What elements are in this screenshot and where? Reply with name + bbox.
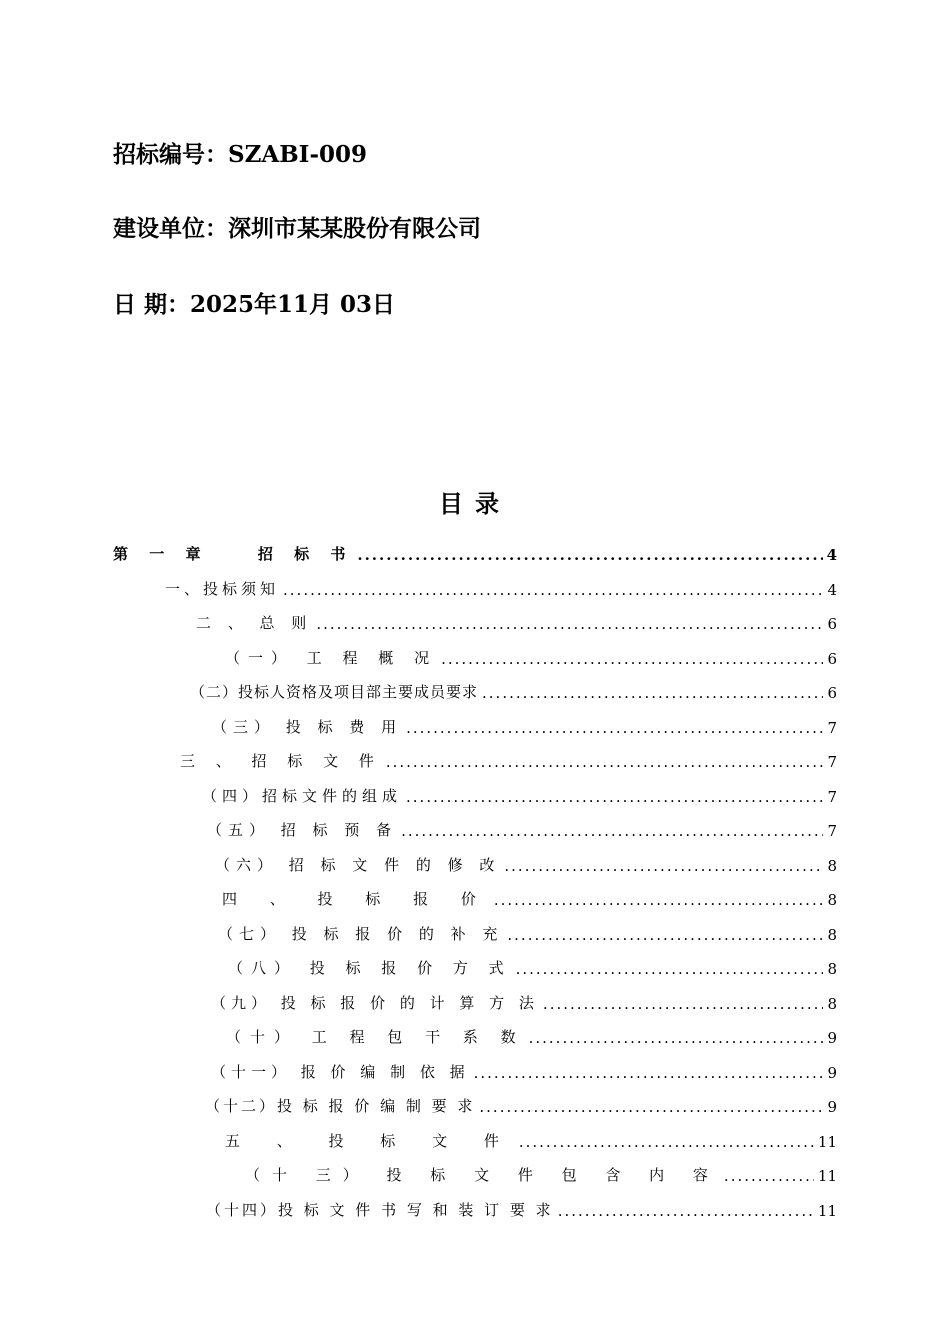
toc-entry-label: 四 、 投 标 报 价 [222,890,490,908]
construction-unit: 建设单位：深圳市某某股份有限公司 [113,215,481,242]
toc-entry-label: （十四）投 标 文 件 书 写 和 装 订 要 求 [206,1200,554,1219]
toc-dot-leader [543,995,824,1013]
toc-entry[interactable] [211,1056,837,1082]
toc-entry-label: 二 、 总 则 [196,614,313,632]
document-date: 日 期：2025年11月 03日 [113,291,396,318]
toc-page-number: 7 [827,822,837,840]
toc-dot-leader [529,1029,824,1047]
toc-entry[interactable] [228,952,837,978]
toc-page-number: 6 [827,649,837,668]
toc-dot-leader [357,546,822,564]
toc-entry-label: （一） 工 程 概 况 [225,648,438,667]
toc-entry[interactable] [218,918,837,944]
toc-entry[interactable] [196,607,837,633]
toc-dot-leader [494,891,824,909]
toc-entry[interactable] [190,676,837,702]
toc-page-number: 4 [826,546,837,564]
toc-page-number: 8 [827,856,837,875]
bid-number: 招标编号：SZABI-009 [113,141,367,168]
toc-page-number: 9 [827,1029,837,1047]
toc-entry[interactable] [225,1125,837,1151]
toc-entry-label: （二）投标人资格及项目部主要成员要求 [190,683,479,701]
toc-entry[interactable] [212,711,837,737]
toc-entry[interactable] [215,849,837,875]
toc-page-number: 8 [827,891,837,909]
toc-entry[interactable] [225,642,837,668]
toc-dot-leader [441,650,823,668]
toc-entry[interactable] [206,1194,837,1220]
toc-entry-label: （十一） 报 价 编 制 依 据 [211,1062,470,1081]
toc-dot-leader [504,857,823,875]
toc-page-number: 8 [827,960,837,978]
toc-entry[interactable] [211,987,837,1013]
toc-entry-label: （六） 招 标 文 件 的 修 改 [215,855,501,874]
toc-dot-leader [316,615,823,633]
toc-dot-leader [558,1202,814,1220]
toc-dot-leader [519,1133,814,1151]
toc-entry[interactable] [165,573,837,599]
toc-entry-label: （十二）投 标 报 价 编 制 要 求 [205,1097,476,1115]
toc-page-number: 7 [827,753,837,771]
toc-page-number: 11 [817,1167,837,1185]
toc-page-number: 8 [827,994,837,1013]
toc-entry[interactable] [205,1090,837,1116]
toc-entry-label: （十 三） 投 标 文 件 包 含 内 容 [245,1166,720,1184]
toc-entry[interactable] [222,883,837,909]
toc-entry-label: 第 一 章 招 标 书 [113,545,354,563]
toc-entry-label: （三） 投 标 费 用 [212,717,403,736]
toc-entry[interactable] [207,814,837,840]
toc-entry-label: （九） 投 标 报 价 的 计 算 方 法 [211,993,539,1012]
toc-entry[interactable] [202,780,837,806]
toc-dot-leader [479,1098,823,1116]
toc-page-number: 6 [827,684,837,702]
toc-entry-label: （八） 投 标 报 价 方 式 [228,959,512,977]
toc-dot-leader [474,1064,824,1082]
toc-page-number: 6 [827,615,837,633]
toc-dot-leader [724,1167,814,1185]
toc-page-number: 9 [827,1063,837,1082]
toc-page-number: 4 [827,580,837,599]
toc-entry[interactable] [113,538,837,564]
toc-entry-label: 三 、 招 标 文 件 [180,752,382,770]
toc-dot-leader [516,960,824,978]
toc-dot-leader [386,753,824,771]
toc-entry[interactable] [245,1159,837,1185]
toc-dot-leader [283,581,823,599]
toc-entry-label: 五 、 投 标 文 件 [225,1131,515,1150]
toc-entry[interactable] [180,745,837,771]
toc-entry-label: （五） 招 标 预 备 [207,821,398,839]
toc-dot-leader [482,684,823,702]
toc-page-number: 8 [827,925,837,944]
toc-dot-leader [401,822,823,840]
toc-page-number: 7 [827,787,837,806]
toc-dot-leader [406,719,823,737]
toc-entry-label: 一、投标须知 [165,579,280,598]
toc-entry[interactable] [226,1021,837,1047]
toc-title: 目录 [439,489,511,518]
toc-page-number: 11 [817,1201,837,1220]
toc-dot-leader [406,788,823,806]
toc-page-number: 7 [827,718,837,737]
toc-entry-label: （四）招标文件的组成 [202,786,403,805]
toc-page-number: 11 [817,1132,837,1151]
toc-page-number: 9 [827,1098,837,1116]
toc-dot-leader [507,926,823,944]
toc-entry-label: （十） 工 程 包 干 系 数 [226,1028,525,1046]
toc-entry-label: （七） 投 标 报 价 的 补 充 [218,924,504,943]
